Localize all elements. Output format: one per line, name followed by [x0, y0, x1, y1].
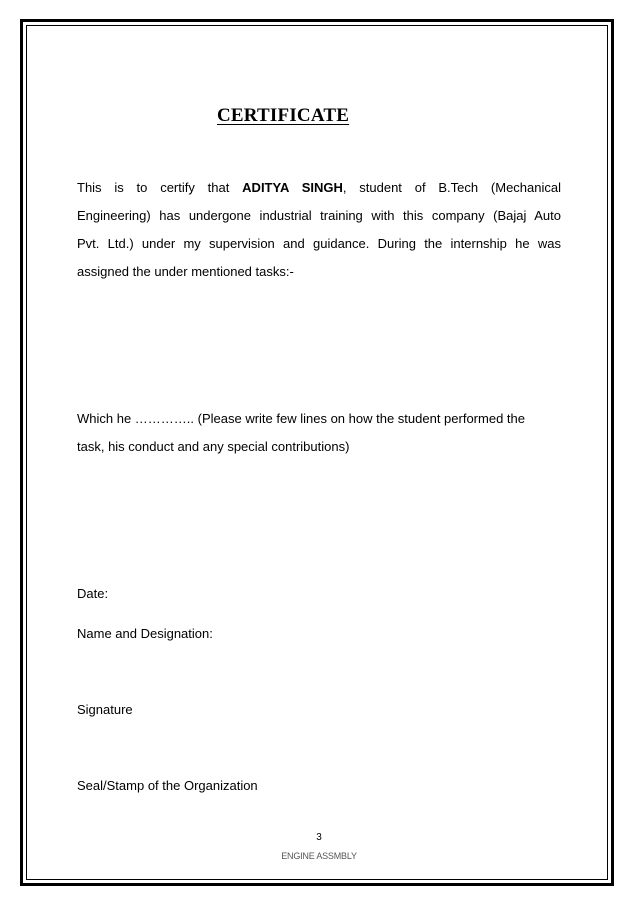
performance-line-2: task, his conduct and any special contributions) — [77, 439, 350, 454]
student-name: ADITYA SINGH — [242, 180, 343, 195]
footer-text: ENGINE ASSMBLY — [281, 851, 357, 861]
intro-line-4: assigned the under mentioned tasks:- — [77, 264, 294, 279]
seal-stamp-label: Seal/Stamp of the Organization — [77, 778, 258, 793]
date-label: Date: — [77, 586, 109, 601]
intro-paragraph — [77, 174, 561, 286]
intro-line-1-prefix: This is to certify that — [77, 180, 243, 195]
intro-line-1 — [77, 174, 561, 202]
performance-line-1: Which he ………….. (Please write few lines on how the student performed the — [77, 411, 525, 426]
name-designation-label: Name and Designation: — [77, 626, 213, 641]
signature-label: Signature — [77, 702, 133, 717]
intro-line-2: Engineering) has undergone industrial training with this company (Bajaj Auto — [77, 208, 561, 223]
intro-line-3: Pvt. Ltd.) under my supervision and guidance. During the internship he was — [77, 236, 561, 251]
certificate-title: CERTIFICATE — [217, 105, 350, 126]
page-number: 3 — [316, 832, 322, 843]
intro-line-1-suffix: , student of B.Tech (Mechanical — [342, 180, 561, 195]
performance-paragraph — [77, 405, 561, 461]
